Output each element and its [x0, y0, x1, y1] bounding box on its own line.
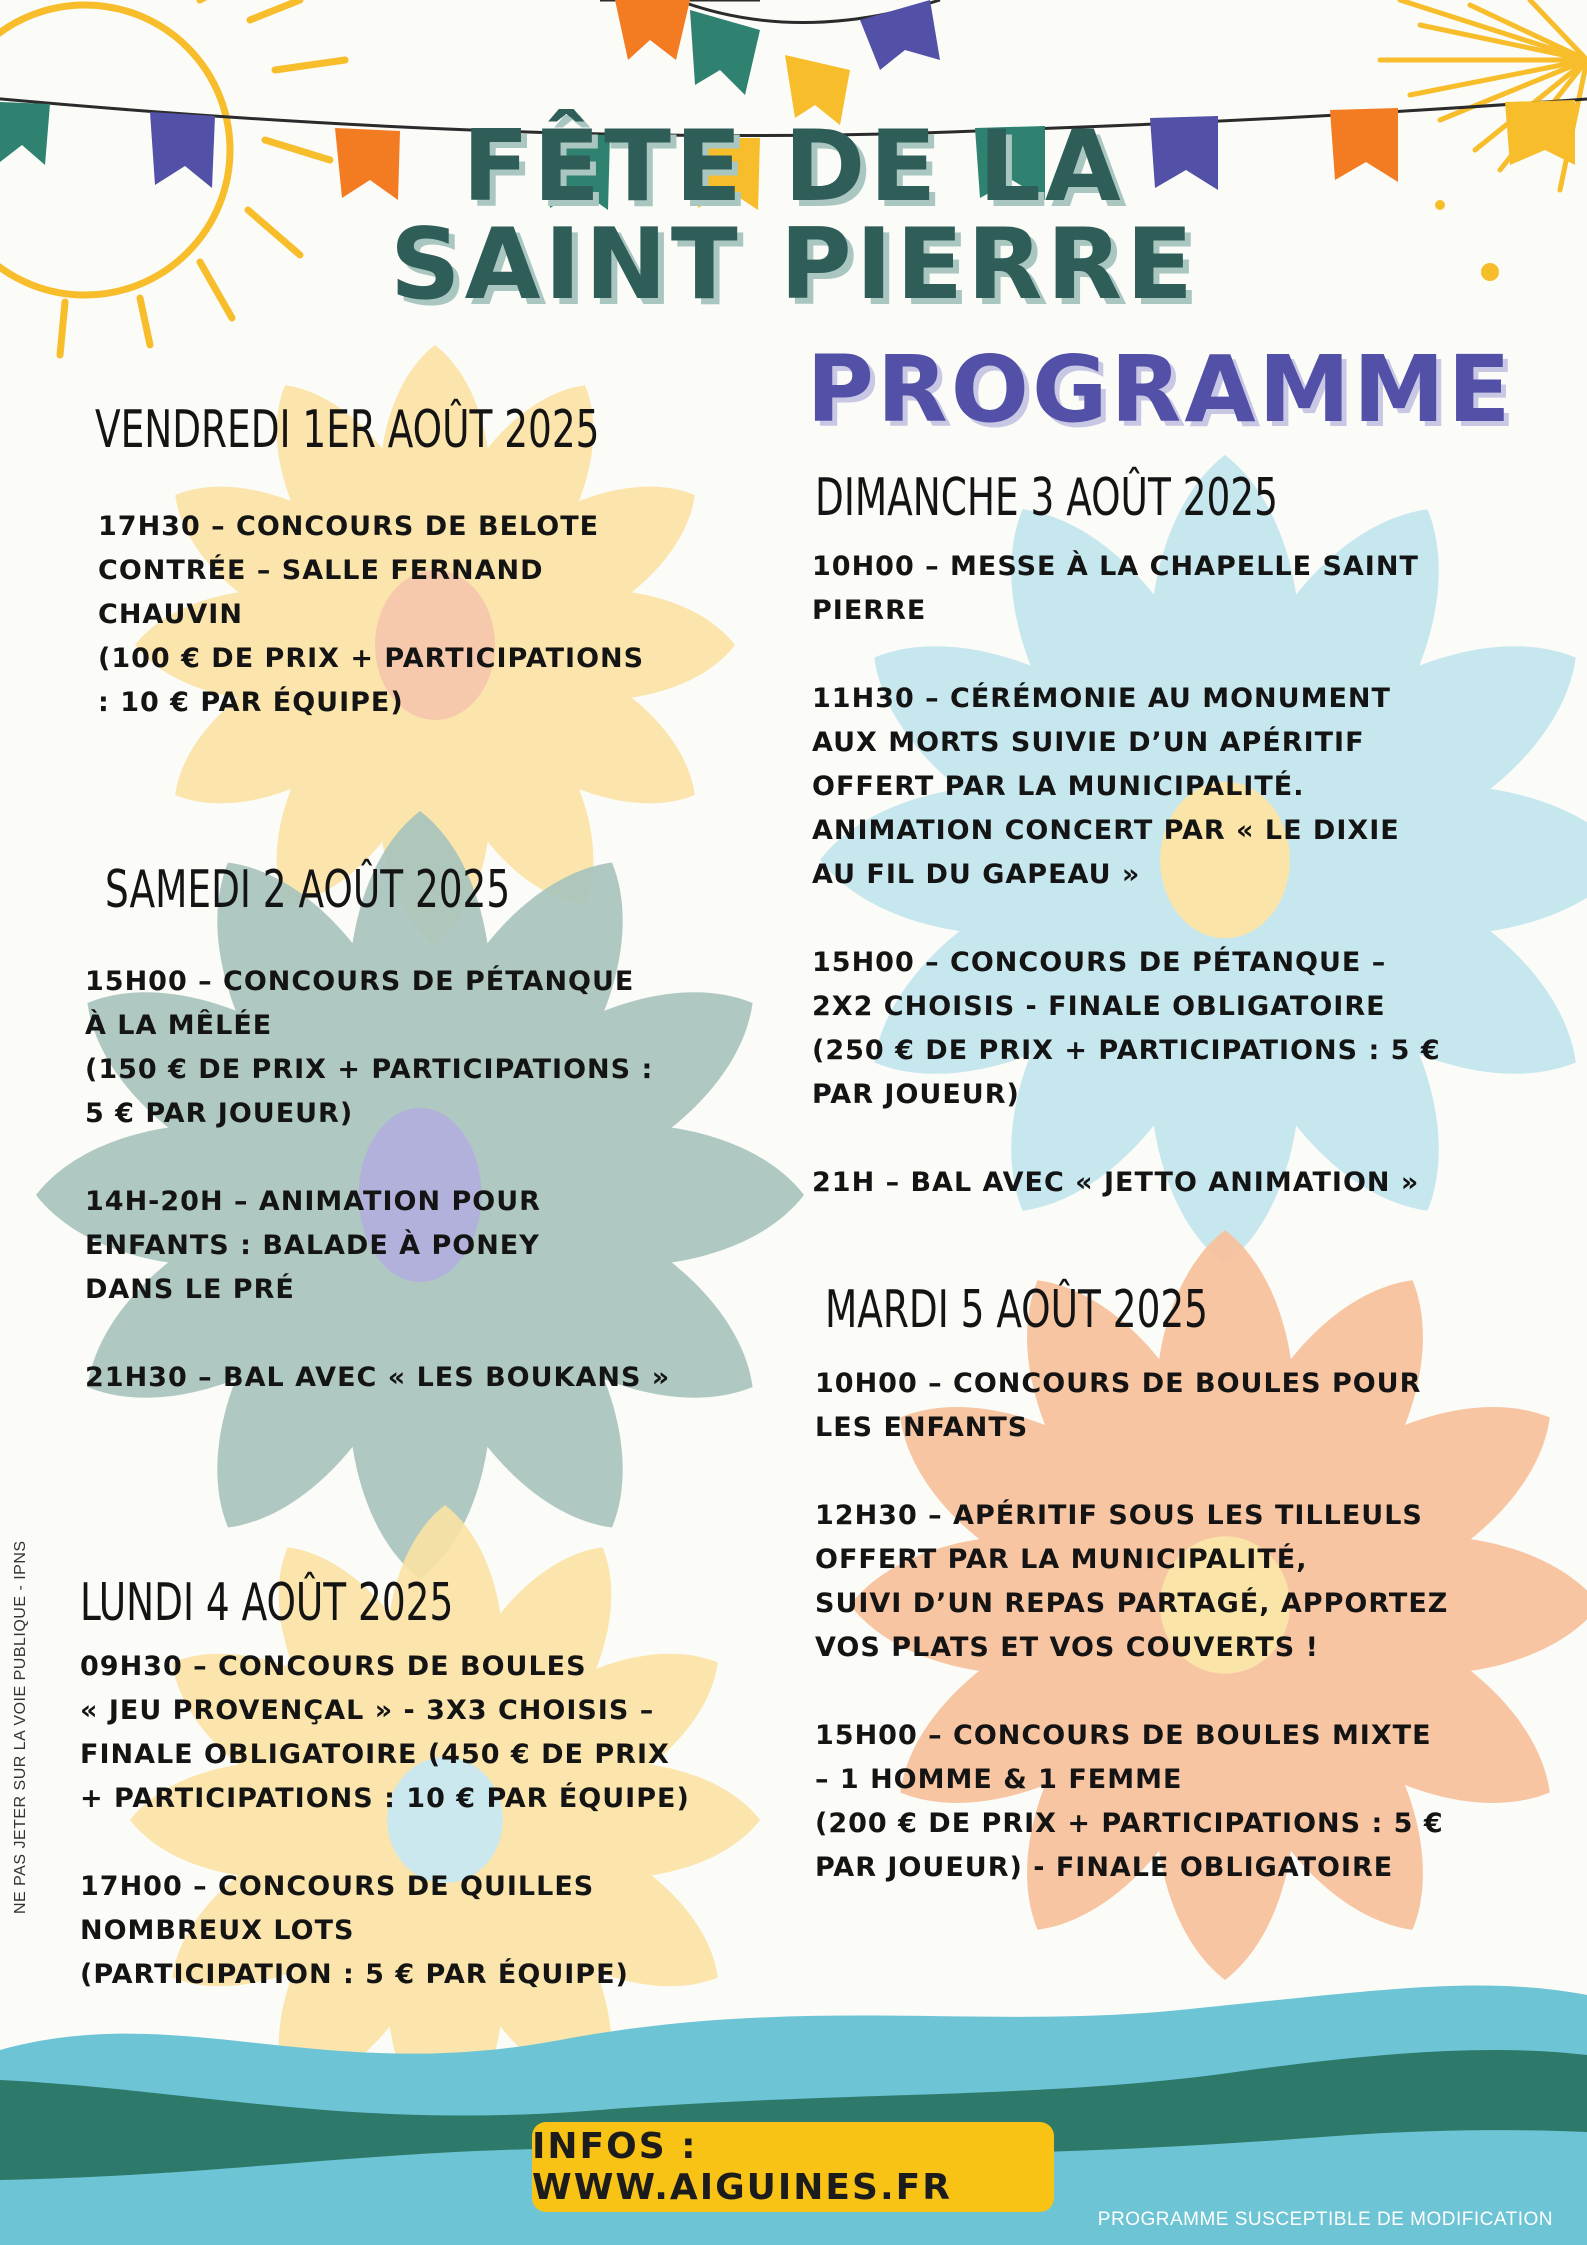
event-item: 21H30 – BAL AVEC « LES BOUKANS »	[85, 1362, 671, 1393]
event-item: 17H30 – CONCOURS DE BELOTE CONTRÉE – SALLE FERNAND CHAUVIN (100 € DE PRIX + PARTICIPATIONS : 10 € PAR ÉQUIPE)	[98, 511, 645, 718]
day-heading-dimanche: DIMANCHE 3 AOÛT 2025	[815, 468, 1278, 528]
events-mardi	[815, 1362, 1535, 1890]
event-item: 14H-20H – ANIMATION POUR ENFANTS : BALADE À PONEY DANS LE PRÉ	[85, 1186, 541, 1305]
event-item: 10H00 – CONCOURS DE BOULES POUR LES ENFANTS	[815, 1368, 1422, 1443]
events-dimanche	[812, 545, 1532, 1205]
event-item: 09H30 – CONCOURS DE BOULES « JEU PROVENÇAL » - 3X3 CHOISIS – FINALE OBLIGATOIRE (450 € DE PRIX + PARTICIPATIONS : 10 € PAR ÉQUIPE)	[80, 1651, 690, 1814]
event-item: 15H00 – CONCOURS DE PÉTANQUE – 2X2 CHOISIS - FINALE OBLIGATOIRE (250 € DE PRIX + PARTICIPATIONS : 5 € PAR JOUEUR)	[812, 947, 1441, 1110]
infos-website-link[interactable]: INFOS : WWW.AIGUINES.FR	[532, 2126, 952, 2208]
events-lundi	[80, 1645, 780, 1997]
event-item: 11H30 – CÉRÉMONIE AU MONUMENT AUX MORTS SUIVIE D’UN APÉRITIF OFFERT PAR LA MUNICIPALITÉ. ANIMATION CONCERT PAR « LE DIXIE AU FIL DU GAPEAU »	[812, 683, 1400, 890]
poster-title-line-1: FÊTE DE LA	[462, 110, 1125, 224]
programme-heading: PROGRAMME	[806, 336, 1514, 443]
events-vendredi	[98, 505, 738, 725]
events-samedi	[85, 960, 745, 1400]
poster-title	[0, 110, 1587, 322]
day-heading-vendredi: VENDREDI 1ER AOÛT 2025	[95, 400, 600, 460]
infos-banner	[532, 2122, 1054, 2212]
side-legal-note: NE PAS JETER SUR LA VOIE PUBLIQUE - IPNS	[12, 1540, 29, 1914]
event-item: 17H00 – CONCOURS DE QUILLES NOMBREUX LOTS (PARTICIPATION : 5 € PAR ÉQUIPE)	[80, 1871, 629, 1990]
event-item: 15H00 – CONCOURS DE BOULES MIXTE – 1 HOMME & 1 FEMME (200 € DE PRIX + PARTICIPATIONS : 5 € PAR JOUEUR) - FINALE OBLIGATOIRE	[815, 1720, 1444, 1883]
day-heading-mardi: MARDI 5 AOÛT 2025	[825, 1280, 1208, 1340]
day-heading-lundi: LUNDI 4 AOÛT 2025	[80, 1573, 454, 1633]
poster-title-line-2: SAINT PIERRE	[390, 208, 1197, 322]
day-heading-samedi: SAMEDI 2 AOÛT 2025	[105, 860, 511, 920]
event-item: 21H – BAL AVEC « JETTO ANIMATION »	[812, 1167, 1420, 1198]
event-item: 15H00 – CONCOURS DE PÉTANQUE À LA MÊLÉE (150 € DE PRIX + PARTICIPATIONS : 5 € PAR JOUEUR)	[85, 966, 654, 1129]
event-item: 10H00 – MESSE À LA CHAPELLE SAINT PIERRE	[812, 551, 1419, 626]
event-item: 12H30 – APÉRITIF SOUS LES TILLEULS OFFERT PAR LA MUNICIPALITÉ, SUIVI D’UN REPAS PARTAGÉ, APPORTEZ VOS PLATS ET VOS COUVERTS !	[815, 1500, 1449, 1663]
footer-note: PROGRAMME SUSCEPTIBLE DE MODIFICATION	[1097, 2209, 1553, 2230]
